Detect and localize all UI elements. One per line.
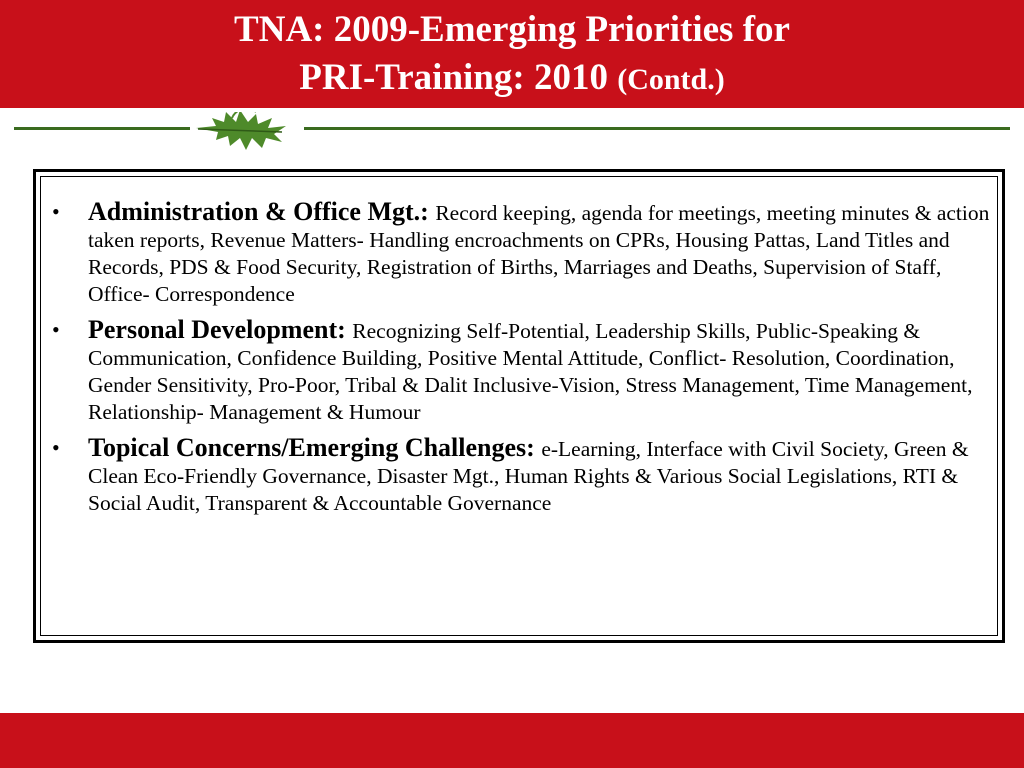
- bullet: •: [52, 199, 60, 224]
- bullet: •: [52, 435, 60, 460]
- list-item: [48, 316, 998, 426]
- item-heading: Personal Development:: [88, 315, 353, 344]
- item-heading: Topical Concerns/Emerging Challenges:: [88, 433, 542, 462]
- list-item: [48, 198, 998, 308]
- bullet: •: [52, 317, 60, 342]
- title-line-1: TNA: 2009-Emerging Priorities for: [234, 9, 790, 50]
- header-banner: [0, 0, 1024, 108]
- footer-banner: [0, 713, 1024, 768]
- leaf-divider: [0, 112, 1024, 152]
- title-suffix: (Contd.): [617, 63, 725, 96]
- priorities-list: [48, 198, 998, 525]
- item-text: e-Learning, Interface with Civil Society, Green & Clean Eco-Friendly Governance, Disaster Mgt., Human Rights & Various Social Legislations, RTI & Social Audit, Transparent & Accountable Governance: [88, 437, 969, 515]
- item-heading: Administration & Office Mgt.:: [88, 197, 436, 226]
- list-item: [48, 434, 998, 517]
- oak-leaf-icon: [196, 112, 286, 150]
- divider-line-right: [304, 127, 1010, 130]
- divider-line-left: [14, 127, 190, 130]
- item-text: Record keeping, agenda for meetings, meeting minutes & action taken reports, Revenue Matters- Handling encroachments on CPRs, Housing Pattas, Land Titles and Records, PDS & Food Security, Registration of Births, Marriages and Deaths, Supervision of Staff, Office- Correspondence: [88, 201, 990, 306]
- content-frame: [33, 169, 1005, 643]
- item-text: Recognizing Self-Potential, Leadership Skills, Public-Speaking & Communication, Confidence Building, Positive Mental Attitude, Conflict- Resolution, Coordination, Gender Sensitivity, Pro-Poor, Tribal & Dalit Inclusive-Vision, Stress Management, Time Management, Relationship- Management & Humour: [88, 319, 973, 424]
- slide-title: [0, 6, 1024, 104]
- title-line-2: PRI-Training: 2010: [299, 57, 608, 98]
